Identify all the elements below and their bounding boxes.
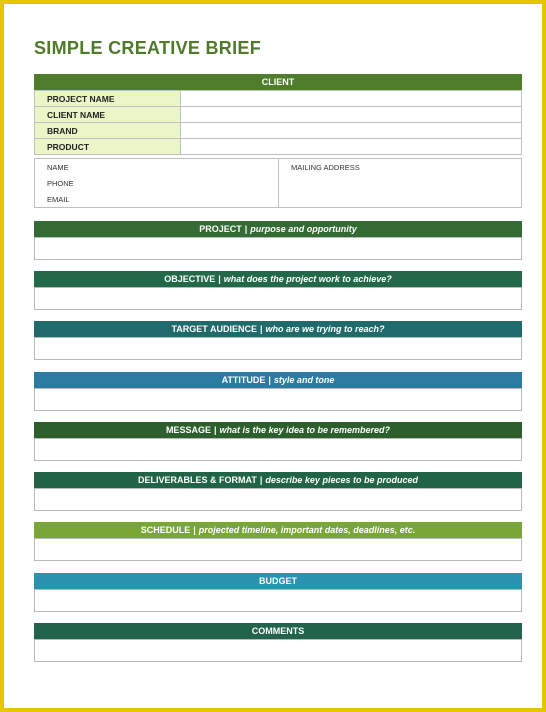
- deliverables-field[interactable]: [34, 488, 522, 511]
- product-label: PRODUCT: [35, 139, 181, 155]
- section-title: COMMENTS: [251, 626, 305, 636]
- table-row: [35, 191, 522, 208]
- attitude-field[interactable]: [34, 388, 522, 411]
- table-row: [35, 159, 522, 176]
- section-title: TARGET AUDIENCE: [171, 324, 257, 334]
- client-info-table: [34, 90, 522, 155]
- objective-field[interactable]: [34, 287, 522, 310]
- section-header-target-audience: [34, 321, 522, 337]
- table-row: [35, 175, 522, 191]
- brand-field[interactable]: [181, 123, 522, 139]
- target-audience-field[interactable]: [34, 337, 522, 360]
- project-name-label: PROJECT NAME: [35, 91, 181, 107]
- separator: |: [268, 375, 271, 385]
- brand-label: BRAND: [35, 123, 181, 139]
- section-subtitle: who are we trying to reach?: [265, 324, 385, 334]
- mailing-address-label: MAILING ADDRESS: [279, 159, 522, 176]
- page-title: SIMPLE CREATIVE BRIEF: [34, 38, 261, 58]
- section-header-comments: [34, 623, 522, 639]
- message-field[interactable]: [34, 438, 522, 461]
- email-label: EMAIL: [35, 191, 279, 208]
- schedule-field[interactable]: [34, 538, 522, 561]
- section-subtitle: what is the key idea to be remembered?: [219, 425, 391, 435]
- section-subtitle: describe key pieces to be produced: [265, 475, 418, 485]
- section-title: MESSAGE: [165, 425, 211, 435]
- separator: |: [259, 324, 263, 334]
- client-name-label: CLIENT NAME: [35, 107, 181, 123]
- section-subtitle: style and tone: [273, 375, 335, 385]
- product-field[interactable]: [181, 139, 522, 155]
- section-header-objective: [34, 271, 522, 287]
- client-header: CLIENT: [34, 74, 522, 90]
- table-row: [35, 139, 522, 155]
- section-subtitle: what does the project work to achieve?: [223, 274, 392, 284]
- separator: |: [213, 425, 217, 435]
- section-header-budget: [34, 573, 522, 589]
- section-title: BUDGET: [259, 576, 297, 586]
- table-row: [35, 107, 522, 123]
- section-title: PROJECT: [199, 224, 242, 234]
- section-header-attitude: [34, 372, 522, 388]
- section-header-schedule: [34, 522, 522, 538]
- separator: |: [193, 525, 196, 535]
- section-subtitle: projected timeline, important dates, deadlines, etc.: [198, 525, 416, 535]
- project-name-field[interactable]: [181, 91, 522, 107]
- comments-field[interactable]: [34, 639, 522, 662]
- separator: |: [244, 224, 248, 234]
- separator: |: [259, 475, 263, 485]
- mailing-address-field[interactable]: [279, 175, 522, 191]
- table-row: [35, 123, 522, 139]
- contact-name-label: NAME: [35, 159, 279, 176]
- contact-info-table: [34, 158, 522, 208]
- section-header-message: [34, 422, 522, 438]
- section-subtitle: purpose and opportunity: [250, 224, 357, 234]
- budget-field[interactable]: [34, 589, 522, 612]
- section-header-project: [34, 221, 522, 237]
- section-title: DELIVERABLES & FORMAT: [138, 475, 257, 485]
- section-title: OBJECTIVE: [164, 274, 216, 284]
- phone-label: PHONE: [35, 175, 279, 191]
- client-name-field[interactable]: [181, 107, 522, 123]
- section-header-deliverables: [34, 472, 522, 488]
- project-field[interactable]: [34, 237, 522, 260]
- table-row: [35, 91, 522, 107]
- section-title: ATTITUDE: [221, 375, 266, 385]
- separator: |: [218, 274, 221, 284]
- mailing-address-field-2[interactable]: [279, 191, 522, 208]
- section-title: SCHEDULE: [140, 525, 191, 535]
